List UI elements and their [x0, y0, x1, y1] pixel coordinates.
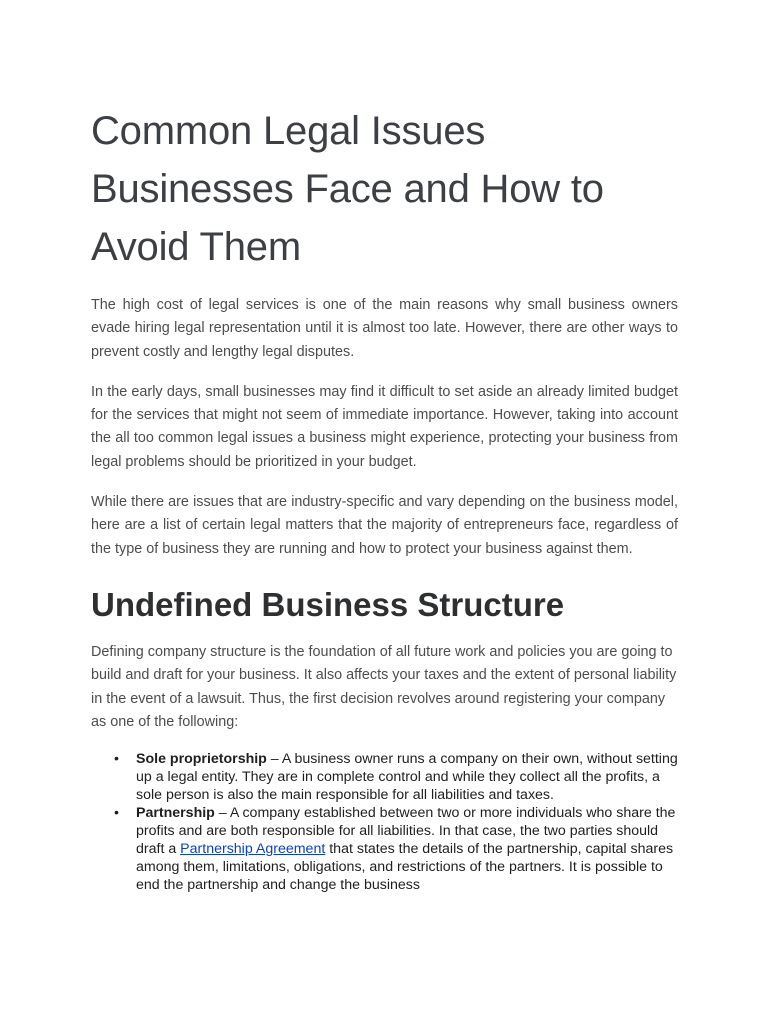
article-title: Common Legal Issues Businesses Face and How to Avoid Them [91, 109, 604, 269]
intro-paragraph-1: The high cost of legal services is one of the main reasons why small business owners evade hiring legal representation until it is almost too late. However, there are other ways to prevent costly and lengthy legal disputes. [91, 297, 678, 360]
section-heading: Undefined Business Structure [91, 585, 565, 623]
list-item-text: – A business owner runs a company on their own, without setting up a legal entity. They are in complete control and while they collect all the profits, a sole person is also the main responsible for all liabilities and taxes. [136, 751, 678, 804]
bullet-icon: • [114, 805, 119, 822]
structure-list [91, 750, 678, 894]
section-paragraph: Defining company structure is the foundation of all future work and policies you are going to build and draft for your business. It also affects your taxes and the extent of personal liability in the event of a lawsuit. Thus, the first decision revolves around registering your company as one of the following: [91, 643, 677, 730]
partnership-agreement-link[interactable]: Partnership Agreement [180, 841, 326, 858]
list-item-term: Sole proprietorship [136, 751, 267, 768]
intro-paragraph-3: While there are issues that are industry-specific and vary depending on the business model, here are a list of certain legal matters that the majority of entrepreneurs face, regardless of the type of business they are running and how to protect your business against them. [91, 494, 678, 557]
list-item-text: – A company established between two or more individuals who share the profits and are both responsible for all liabilities. In that case, the two parties should draft a [136, 805, 676, 858]
intro-paragraph-2: In the early days, small businesses may find it difficult to set aside an already limited budget for the services that might not seem of immediate importance. However, taking into account the all too common legal issues a business might experience, protecting your business from legal problems should be prioritized in your budget. [91, 383, 678, 470]
list-item-term: Partnership [136, 805, 215, 822]
list-item-sole-proprietorship [114, 750, 678, 804]
bullet-icon: • [114, 751, 119, 768]
list-item-partnership [114, 804, 678, 894]
list-item-text-continued: that states the details of the partnership, capital shares among them, limitations, obligations, and restrictions of the partners. It is possible to end the partnership and change the business [136, 841, 674, 894]
